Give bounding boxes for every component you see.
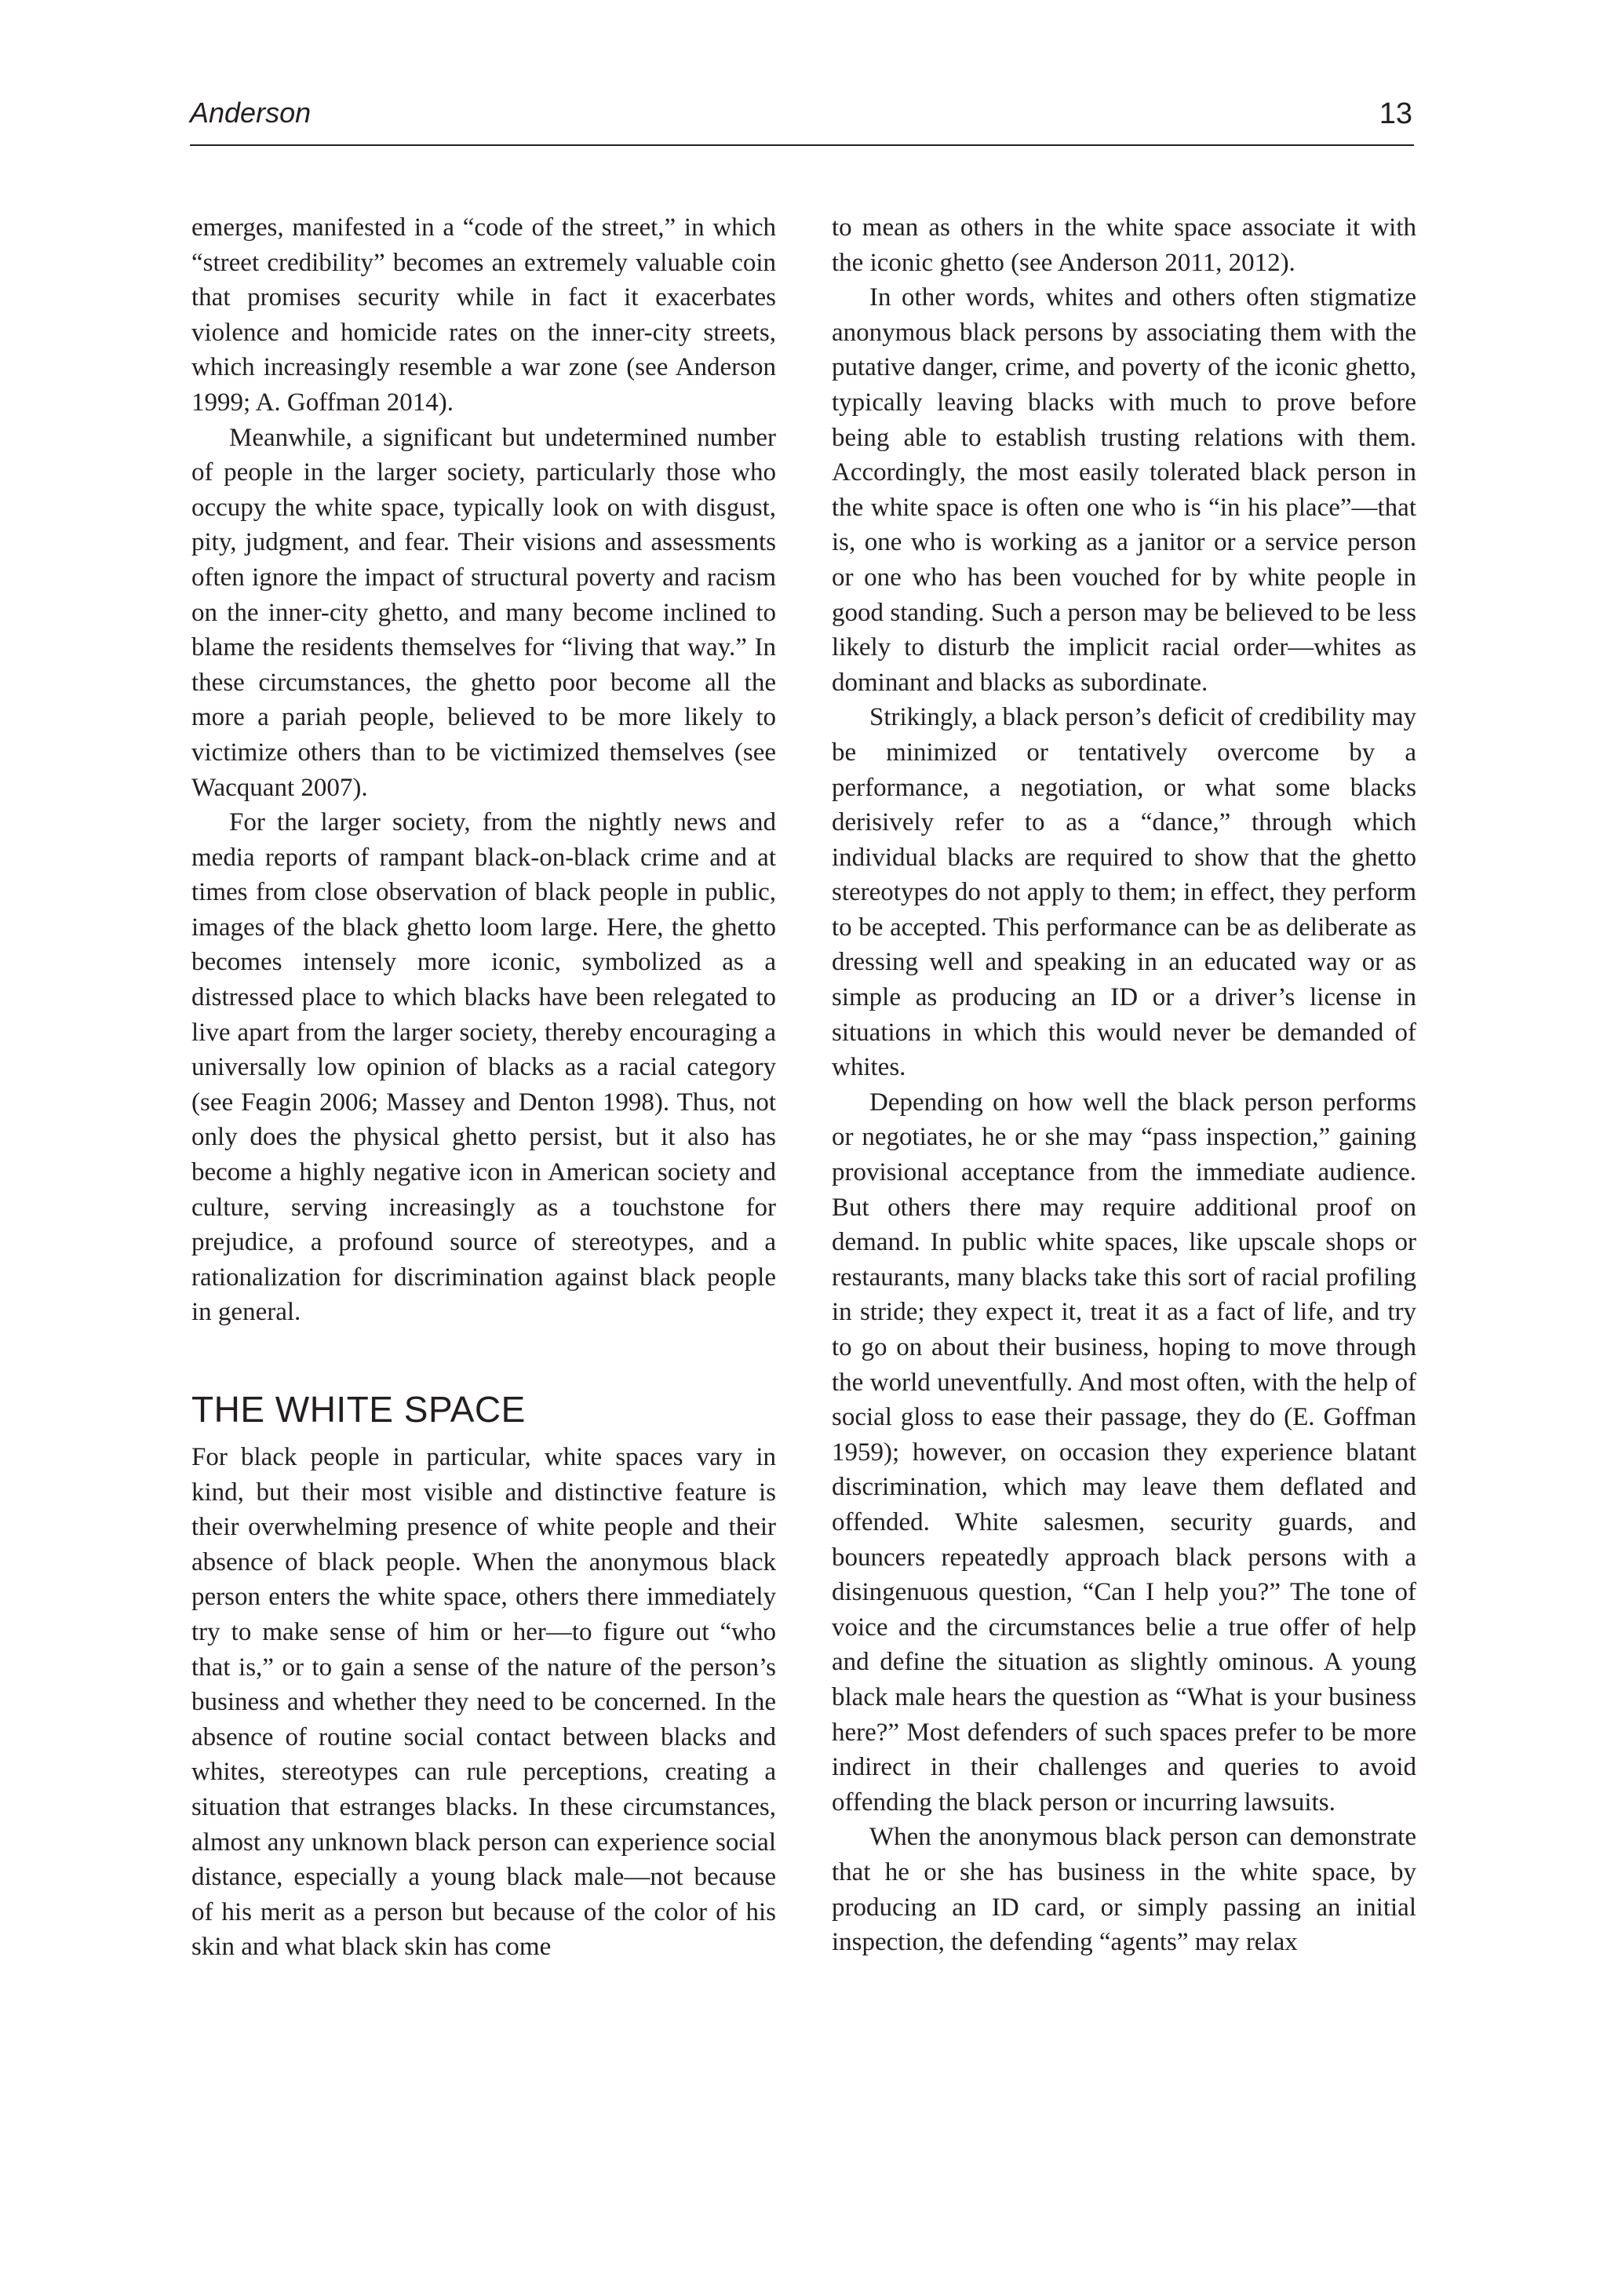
paragraph: In other words, whites and others often stigmatize anonymous black persons by associating them with the putative danger, crime, and poverty of the iconic ghetto, typically leaving blacks with much to prove before being able to establish trusting relations with them. Accordingly, the most easily tolerated black person in the white space is often one who is “in his place”—that is, one who is working as a janitor or a service person or one who has been vouched for by white people in good standing. Such a person may be believed to be less likely to disturb the implicit racial order—whites as dominant and blacks as subordinate. (832, 283, 1416, 697)
paragraph: For the larger society, from the nightly news and media reports of rampant black-on-black crime and at times from close observation of black people in public, images of the black ghetto loom large. Here, the ghetto becomes intensely more iconic, symbolized as a distressed place to which blacks have been relegated to live apart from the larger society, thereby encouraging a universally low opinion of blacks as a racial category (see Feagin 2006; Massey and Denton 1998). Thus, not only does the physical ghetto persist, but it also has become a highly negative icon in American society and culture, serving increasingly as a touchstone for prejudice, a profound source of stereotypes, and a rationalization for discrimination against black people in general. (191, 808, 776, 1327)
right-column (832, 210, 1416, 1960)
page-number: 13 (1379, 97, 1412, 130)
paragraph: emerges, manifested in a “code of the street,” in which “street credibility” becomes an extremely valuable coin that promises security while in fact it exacerbates violence and homicide rates on the inner-city streets, which increasingly resemble a war zone (see Anderson 1999; A. Goffman 2014). (191, 213, 776, 417)
paragraph: Depending on how well the black person performs or negotiates, he or she may “pass inspection,” gaining provisional acceptance from the immediate audience. But others there may require additional proof on demand. In public white spaces, like upscale shops or restaurants, many blacks take this sort of racial profiling in stride; they expect it, treat it as a fact of life, and try to go on about their business, hoping to move through the world uneventfully. And most often, with the help of social gloss to ease their passage, they do (E. Goffman 1959); however, on occasion they experience blatant discrimination, which may leave them deflated and offended. White salesmen, security guards, and bouncers repeatedly approach black persons with a disingenuous question, “Can I help you?” The tone of voice and the circumstances belie a true offer of help and define the situation as slightly ominous. A young black male hears the question as “What is your business here?” Most defenders of such spaces prefer to be more indirect in their challenges and queries to avoid offending the black person or incurring lawsuits. (832, 1088, 1416, 1817)
paragraph: Meanwhile, a significant but undetermined number of people in the larger society, particularly those who occupy the white space, typically look on with disgust, pity, judgment, and fear. Their visions and assessments often ignore the impact of structural poverty and racism on the inner-city ghetto, and many become inclined to blame the residents themselves for “living that way.” In these circumstances, the ghetto poor become all the more a pariah people, believed to be more likely to victimize others than to be victimized themselves (see Wacquant 2007). (191, 423, 776, 802)
left-column (191, 210, 776, 1965)
paragraph: Strikingly, a black person’s deficit of credibility may be minimized or tentatively overcome by a performance, a negotiation, or what some blacks derisively refer to as a “dance,” through which individual blacks are required to show that the ghetto stereotypes do not apply to them; in effect, they perform to be accepted. This performance can be as deliberate as dressing well and speaking in an educated way or as simple as producing an ID or a driver’s license in situations in which this would never be demanded of whites. (832, 703, 1416, 1082)
paragraph: When the anonymous black person can demonstrate that he or she has business in the white space, by producing an ID card, or simply passing an initial inspection, the defending “agents” may relax (832, 1823, 1416, 1957)
running-header (190, 99, 1414, 146)
running-head-author: Anderson (190, 97, 312, 129)
paragraph: For black people in particular, white spaces vary in kind, but their most visible and distinctive feature is their overwhelming presence of white people and their absence of black people. When the anonymous black person enters the white space, others there immediately try to make sense of him or her—to figure out “who that is,” or to gain a sense of the nature of the person’s business and whether they need to be concerned. In the absence of routine social contact between blacks and whites, stereotypes can rule perceptions, creating a situation that estranges blacks. In these circumstances, almost any unknown black person can experience social distance, especially a young black male—not because of his merit as a person but because of the color of his skin and what black skin has come (191, 1443, 776, 1962)
section-heading: THE WHITE SPACE (191, 1389, 526, 1430)
paragraph: to mean as others in the white space associate it with the iconic ghetto (see Anderson 2011, 2012). (832, 213, 1416, 277)
